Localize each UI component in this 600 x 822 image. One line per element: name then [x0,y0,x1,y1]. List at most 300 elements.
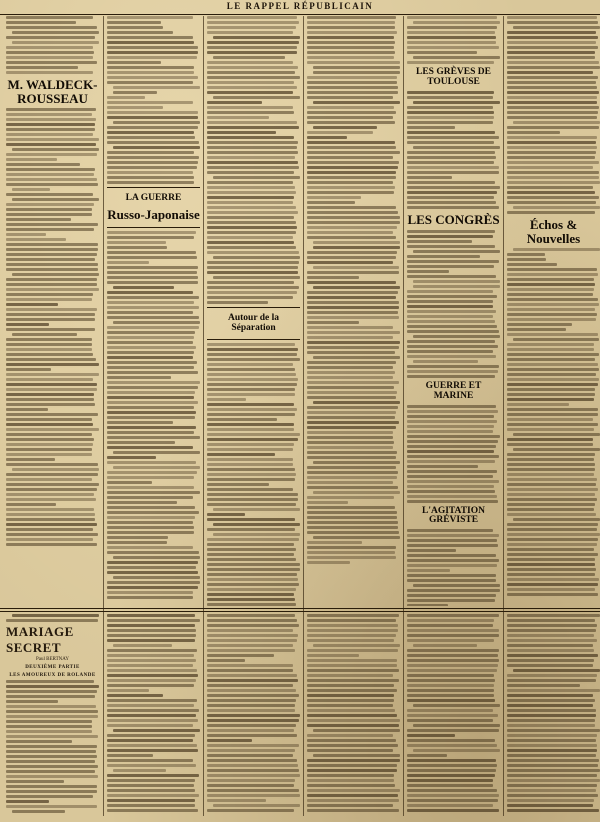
text-line [207,453,275,456]
text-line [407,589,500,592]
text-line [207,353,297,356]
text-line [6,208,92,211]
text-line [107,386,198,389]
text-line [507,161,599,164]
text-line [207,759,297,762]
text-line [407,579,496,582]
text-line [407,260,499,263]
text-line [207,699,296,702]
text-line [207,166,299,169]
text-line [307,121,395,124]
text-line [307,496,394,499]
text-line [6,473,98,476]
text-line [307,226,397,229]
text-line [507,729,600,732]
text-line [407,415,494,418]
text-line [207,141,298,144]
text-line [207,593,294,596]
text-line [507,684,580,687]
text-line [107,739,193,742]
text-line [307,116,393,119]
text-line [207,271,298,274]
text-line [107,391,195,394]
text-line [407,255,480,258]
text-line [307,326,393,329]
text-line [507,739,596,742]
text-line [507,583,598,586]
text-line [107,181,194,184]
text-line [407,744,497,747]
text-line [213,533,300,536]
text-line [507,116,597,119]
text-line [207,126,299,129]
text-line [407,151,495,154]
text-line [6,458,55,461]
text-line [6,56,93,59]
text-line [6,153,97,156]
text-line [407,794,499,797]
text-block [207,343,300,606]
text-line [307,166,398,169]
text-line [507,278,594,281]
text-line [307,629,398,632]
text-line [6,123,95,126]
text-line [107,659,196,662]
text-line [6,113,92,116]
text-line [407,604,448,606]
text-line [107,361,197,364]
text-line [507,61,599,64]
text-line [113,576,200,579]
text-line [507,268,597,271]
text-line [6,408,48,411]
text-line [513,26,600,29]
text-line [107,719,198,722]
text-line [6,243,98,246]
text-line [207,654,274,657]
text-line [307,86,398,89]
text-line [407,544,498,547]
text-line [407,599,495,602]
text-line [407,495,497,498]
text-line [307,346,399,349]
text-line [6,303,58,306]
text-line [307,81,397,84]
text-line [307,151,400,154]
text-line [207,518,295,521]
text-line [507,358,595,361]
text-line [6,403,95,406]
text-line [307,261,393,264]
text-line [407,729,499,732]
text-line [407,201,496,204]
column-2 [107,16,200,606]
text-line [407,564,497,567]
text-line [507,156,595,159]
text-line [307,351,395,354]
text-line [207,408,297,411]
text-line [407,784,493,787]
text-line [6,353,93,356]
text-line [6,780,64,783]
text-line [107,506,195,509]
text-line [207,61,293,64]
text-line [313,729,400,732]
text-line [307,809,399,812]
text-line [107,366,194,369]
text-line [313,71,400,74]
text-line [107,546,193,549]
text-line [307,456,396,459]
text-line [413,584,500,587]
text-line [207,181,293,184]
text-line [6,328,95,331]
text-line [107,426,196,429]
text-line [307,146,396,149]
text-line [307,436,393,439]
text-line [6,258,95,261]
text-line [213,56,285,59]
text-line [507,508,594,511]
text-line [6,143,96,146]
text-line [6,363,99,366]
text-line [6,453,92,456]
text-line [213,256,300,259]
text-line [107,709,199,712]
text-line [207,619,297,622]
text-line [507,398,594,401]
text-line [107,501,177,504]
text-line [207,448,293,451]
text-line [407,684,494,687]
text-line [507,528,597,531]
text-line [507,804,593,807]
text-line [6,413,98,416]
text-line [307,391,397,394]
text-line [307,511,397,514]
text-line [207,403,294,406]
text-line [307,396,396,399]
text-line [307,251,397,254]
text-line [507,91,599,94]
text-line [307,426,396,429]
text-line [507,734,597,737]
text-line [507,56,595,59]
text-line [307,431,393,434]
text-line [507,66,600,69]
text-line [6,21,76,24]
text-line [207,186,295,189]
text-line [307,271,399,274]
text-line [107,411,196,414]
text-line [207,368,295,371]
text-line [507,166,593,169]
text-line [507,619,595,622]
text-line [207,478,295,481]
text-line [107,161,198,164]
text-line [407,31,495,34]
text-line [107,41,194,44]
text-line [207,629,293,632]
text-line [507,548,594,551]
text-line [207,603,296,606]
text-line [507,363,598,366]
text-line [407,490,495,493]
text-line [6,680,94,683]
text-line [407,275,496,278]
text-line [6,503,56,506]
text-line [207,301,268,304]
text-line [507,413,598,416]
text-line [6,293,93,296]
text-line [507,639,597,642]
text-line [307,41,395,44]
text-line [507,453,595,456]
text-line [307,311,398,314]
text-line [307,694,394,697]
text-line [113,466,200,469]
text-line [207,81,294,84]
text-line [107,351,194,354]
text-line [107,629,196,632]
text-line [407,136,499,139]
text-line [6,388,97,391]
text-line [6,690,97,693]
text-line [6,715,98,718]
text-line [507,794,598,797]
text-line [6,378,93,381]
text-line [113,86,200,89]
text-line [207,266,298,269]
text-line [107,316,199,319]
text-line [307,446,393,449]
text-line [313,644,400,647]
text-line [507,41,596,44]
article-kicker: LA GUERRE [125,193,182,203]
text-line [307,501,348,504]
text-line [107,774,199,777]
text-line [307,744,398,747]
text-line [107,56,197,59]
text-line [213,804,300,807]
text-line [107,496,193,499]
text-line [6,433,92,436]
text-line [407,619,494,622]
text-line [107,46,198,49]
text-line [507,749,597,752]
feuilleton-rule [0,611,600,612]
text-line [407,440,498,443]
text-line [407,425,494,428]
text-line [6,518,95,521]
text-line [207,483,269,486]
text-line [207,614,295,617]
text-line [207,588,296,591]
text-line [507,383,598,386]
text-line [207,211,298,214]
text-line [107,416,195,419]
text-line [207,774,300,777]
text-line [107,311,193,314]
text-line [507,348,594,351]
text-line [107,116,198,119]
text-line [207,383,297,386]
text-line [307,734,393,737]
text-line [407,61,494,64]
text-line [207,221,296,224]
text-line [407,235,493,238]
text-block [407,529,500,606]
text-line [413,21,500,24]
text-line [307,466,396,469]
text-line [507,503,595,506]
text-line [207,809,294,812]
text-line [507,16,597,19]
text-line [113,556,200,559]
text-line [6,493,94,496]
text-line [507,558,595,561]
text-line [407,450,494,453]
text-line [6,498,96,501]
text-line [507,473,594,476]
text-line [307,531,399,534]
serial-author: Paul BERTNAY [36,657,69,662]
text-line [207,413,295,416]
text-line [507,151,596,154]
text-line [6,478,92,481]
text-line [113,644,172,647]
text-line [107,281,198,284]
text-line [307,186,395,189]
text-line [507,689,600,692]
text-line [107,486,194,489]
text-line [207,151,298,154]
text-line [207,206,296,209]
text-line [407,689,494,692]
text-line [6,800,49,803]
feuilleton-column-5 [407,614,500,814]
text-line [207,799,266,802]
text-line [307,136,347,139]
column-6 [507,16,600,606]
text-line [12,333,77,336]
heading-box [207,307,300,340]
text-line [307,516,397,519]
text-line [307,551,395,554]
text-block [107,231,200,599]
text-block [407,405,500,503]
text-line [407,141,494,144]
text-line [507,191,595,194]
text-line [507,538,598,541]
column-1 [6,16,99,606]
text-line [107,619,200,622]
text-line [107,634,196,637]
text-line [307,366,393,369]
text-line [107,31,173,34]
text-line [6,740,72,743]
text-line [313,491,400,494]
text-line [307,546,396,549]
text-line [507,523,598,526]
text-line [207,789,299,792]
text-line [507,186,593,189]
text-line [113,121,200,124]
text-line [507,588,595,591]
text-line [513,338,599,341]
text-line [507,719,595,722]
text-line [207,296,293,299]
column-rule [203,16,204,816]
text-line [407,166,499,169]
text-line [307,76,397,79]
text-line [6,263,98,266]
text-line [107,446,193,449]
text-line [507,714,596,717]
text-line [407,375,495,378]
text-line [507,21,598,24]
text-line [513,669,600,672]
text-line [507,323,572,326]
text-line [207,498,298,501]
text-line [307,779,394,782]
text-line [6,253,97,256]
text-line [207,669,293,672]
text-line [107,126,198,129]
text-line [507,308,595,311]
text-line [207,709,295,712]
text-line [107,241,166,244]
text-line [413,749,500,752]
text-line [307,56,394,59]
text-line [207,719,299,722]
text-line [507,388,595,391]
text-line [507,809,599,812]
text-line [407,350,493,353]
text-line [307,61,400,64]
text-line [507,493,595,496]
text-line [107,261,149,264]
text-line [207,281,294,284]
text-line [6,523,97,526]
text-line [207,116,269,119]
text-line [207,754,293,757]
text-line [407,420,497,423]
text-line [407,300,493,303]
text-line [6,288,99,291]
text-line [207,573,297,576]
text-line [407,799,498,802]
text-line [207,71,295,74]
text-line [207,196,294,199]
text-line [107,301,194,304]
text-line [107,649,197,652]
text-line [407,659,499,662]
text-line [6,448,92,451]
serial-chapter: LES AMOUREUX DE ROLANDE [9,673,96,678]
text-line [407,305,493,308]
text-line [6,338,92,341]
text-line [307,451,397,454]
text-line [107,561,198,564]
text-line [507,378,599,381]
text-line [12,198,99,201]
text-line [207,659,245,662]
text-line [107,406,194,409]
text-line [107,679,196,682]
text-line [407,634,499,637]
text-line [107,531,194,534]
